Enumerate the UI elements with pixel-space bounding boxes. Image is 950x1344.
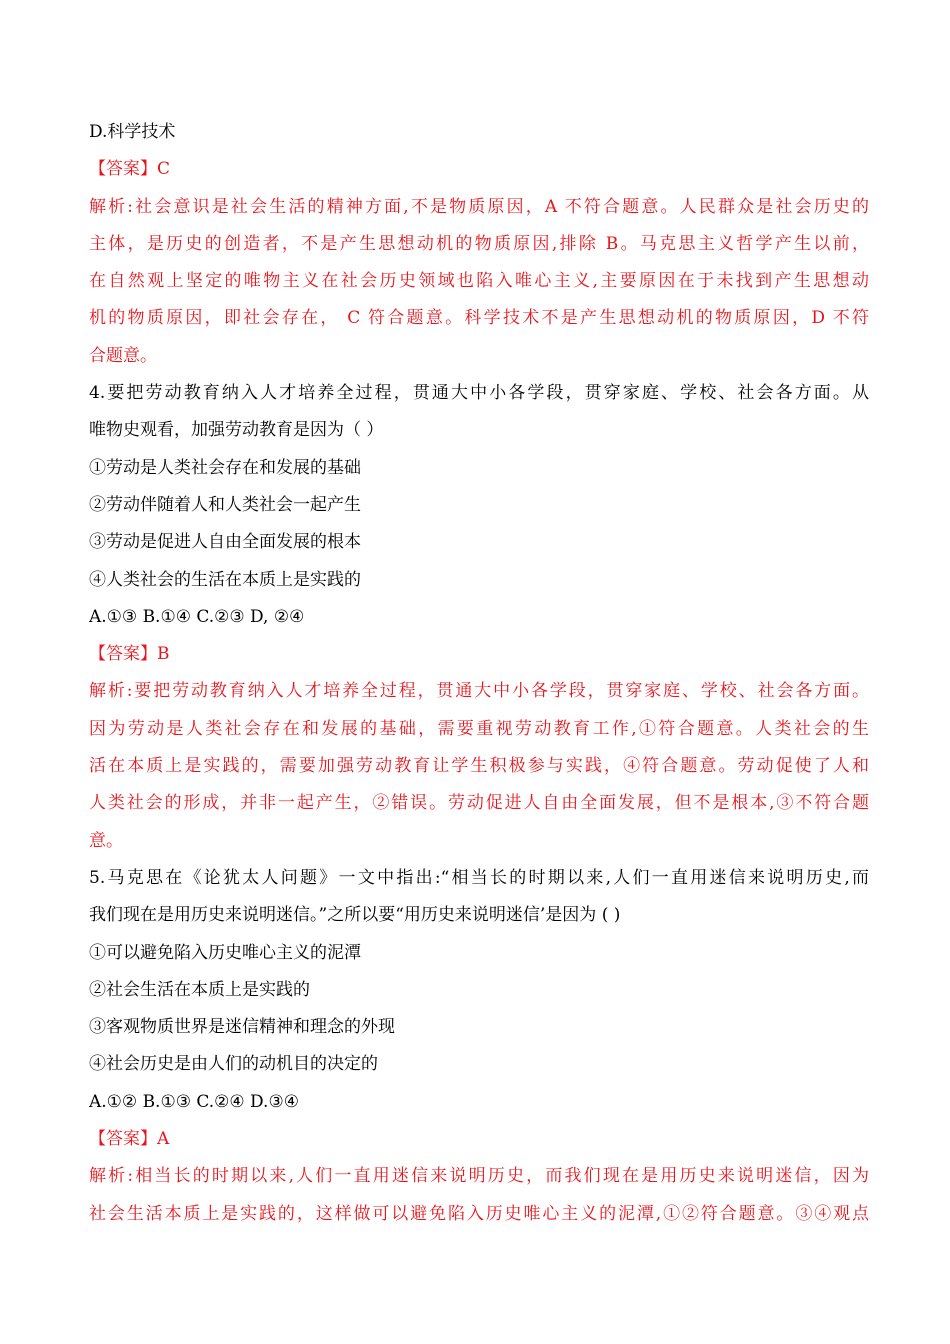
q5-options: A.①② B.①③ C.②④ D.③④ bbox=[89, 1091, 299, 1112]
q4-answer: 【答案】B bbox=[89, 644, 170, 665]
q3-analysis bbox=[89, 189, 869, 375]
q5-stem-line: 我们现在是用历史来说明迷信。”之所以要“用历史来说明迷信’是因为 ( ) bbox=[89, 905, 621, 926]
q5-statement: ③客观物质世界是迷信精神和理念的外现 bbox=[89, 1017, 395, 1038]
q3-option-d: D.科学技术 bbox=[89, 122, 176, 142]
question-4 bbox=[89, 375, 869, 860]
q3-answer: 【答案】C bbox=[89, 159, 171, 180]
q3-analysis-line: 在自然观上坚定的唯物主义在社会历史领域也陷入唯心主义,主要原因在于未找到产生思想动 bbox=[89, 271, 869, 292]
q5-statement: ④社会历史是由人们的动机目的决定的 bbox=[89, 1054, 378, 1075]
q5-stem-line: 5.马克思在《论犹太人问题》一文中指出:“相当长的时期以来,人们一直用迷信来说明历史,而 bbox=[89, 867, 869, 888]
q4-options: A.①③ B.①④ C.②③ D, ②④ bbox=[89, 606, 305, 627]
q4-analysis-line: 意。 bbox=[89, 830, 123, 851]
q3-analysis-line: 解析:社会意识是社会生活的精神方面,不是物质原因，A 不符合题意。人民群众是社会历史的 bbox=[89, 196, 869, 217]
q4-stem-line: 4.要把劳动教育纳入人才培养全过程，贯通大中小各学段，贯穿家庭、学校、社会各方面。从 bbox=[89, 383, 869, 404]
q4-statement: ②劳动伴随着人和人类社会一起产生 bbox=[89, 494, 361, 515]
question-3 bbox=[89, 114, 869, 375]
q4-statement: ④人类社会的生活在本质上是实践的 bbox=[89, 569, 361, 590]
q3-analysis-line: 主体，是历史的创造者，不是产生思想动机的物质原因,排除 B。马克思主义哲学产生以前， bbox=[89, 233, 869, 254]
q4-analysis bbox=[89, 673, 869, 859]
q5-statement: ①可以避免陷入历史唯心主义的泥潭 bbox=[89, 942, 361, 963]
document-page bbox=[89, 114, 869, 1233]
q4-statement: ③劳动是促进人自由全面发展的根本 bbox=[89, 532, 361, 553]
q4-analysis-line: 人类社会的形成，并非一起产生，②错误。劳动促进人自由全面发展，但不是根本,③不符合题 bbox=[89, 793, 869, 814]
q5-statement: ②社会生活在本质上是实践的 bbox=[89, 979, 310, 1000]
q5-analysis-line: 解析:相当长的时期以来,人们一直用迷信来说明历史，而我们现在是用历史来说明迷信，因为 bbox=[89, 1166, 869, 1187]
q4-analysis-line: 因为劳动是人类社会存在和发展的基础，需要重视劳动教育工作,①符合题意。人类社会的生 bbox=[89, 718, 869, 739]
q4-analysis-line: 解析:要把劳动教育纳入人才培养全过程，贯通大中小各学段，贯穿家庭、学校、社会各方面。 bbox=[89, 681, 869, 702]
q3-analysis-line: 机的物质原因，即社会存在， C 符合题意。科学技术不是产生思想动机的物质原因，D 不符 bbox=[89, 308, 869, 329]
question-5 bbox=[89, 860, 869, 1233]
q5-answer: 【答案】A bbox=[89, 1129, 170, 1150]
q4-stem-line: 唯物史观看，加强劳动教育是因为（ ） bbox=[89, 420, 384, 441]
q4-statement: ①劳动是人类社会存在和发展的基础 bbox=[89, 457, 361, 478]
q3-analysis-line: 合题意。 bbox=[89, 345, 157, 366]
q5-analysis bbox=[89, 1158, 869, 1233]
q4-analysis-line: 活在本质上是实践的，需要加强劳动教育让学生积极参与实践，④符合题意。劳动促使了人和 bbox=[89, 756, 869, 777]
q5-analysis-line: 社会生活本质上是实践的，这样做可以避免陷入历史唯心主义的泥潭,①②符合题意。③④观点 bbox=[89, 1203, 869, 1224]
